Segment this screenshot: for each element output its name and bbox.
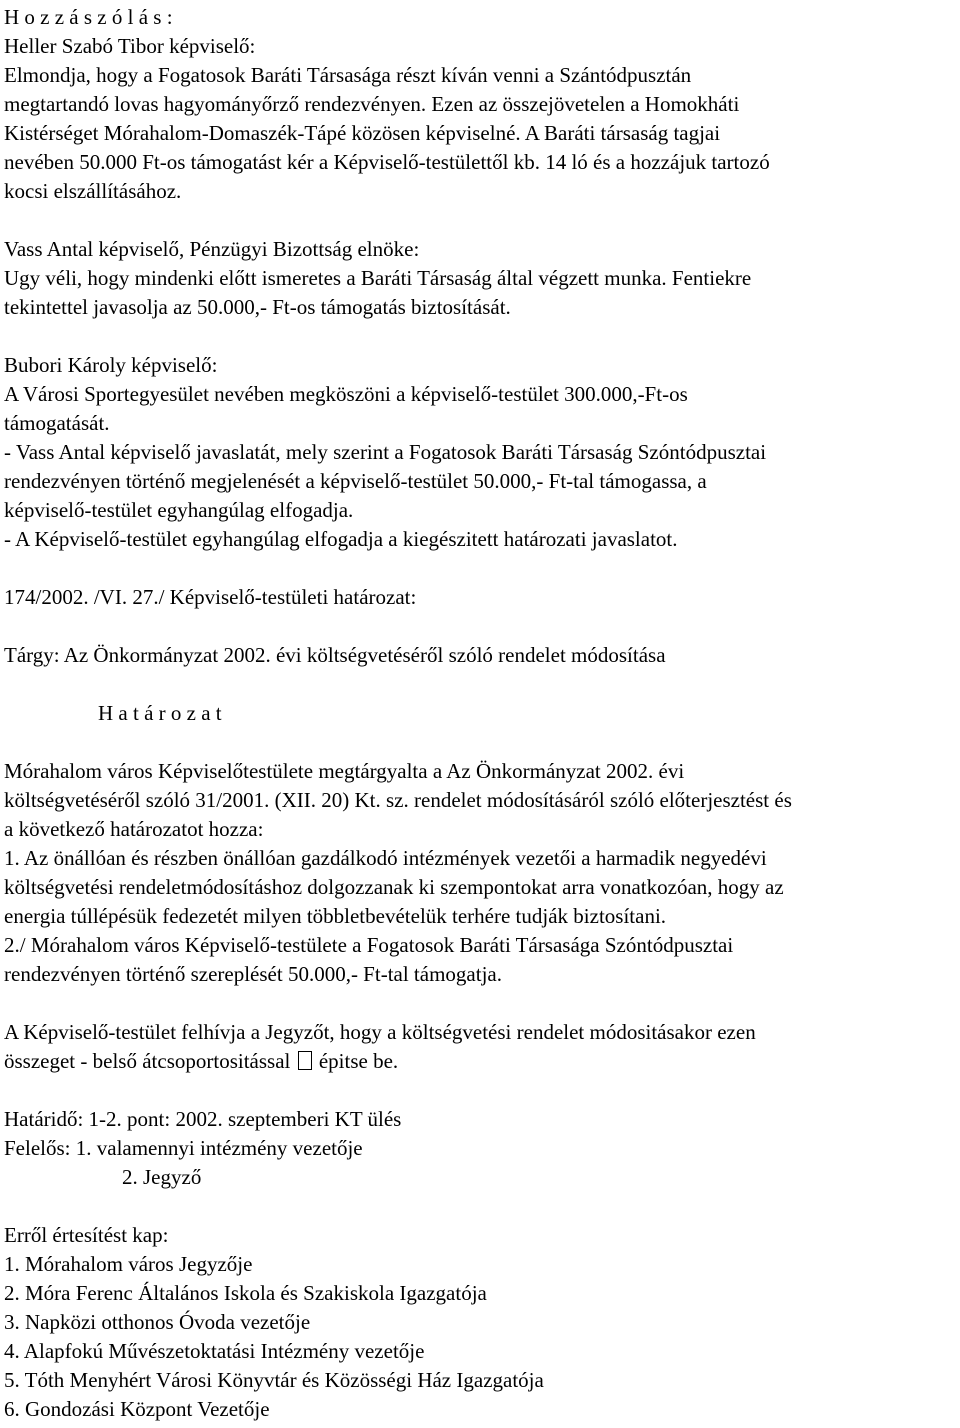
missing-glyph-icon bbox=[298, 1051, 312, 1070]
request-text-before: összeget - belső átcsoportositással bbox=[4, 1049, 296, 1073]
paragraph-line: megtartandó lovas hagyományőrző rendezvényen. Ezen az összejövetelen a Homokháti bbox=[4, 92, 740, 116]
paragraph-line: energia túllépésük fedezetét milyen többletbevételük terhére tudják biztosítani. bbox=[4, 904, 667, 928]
list-item: 2. Móra Ferenc Általános Iskola és Szakiskola Igazgatója bbox=[4, 1281, 487, 1305]
responsible: Felelős: 1. valamennyi intézmény vezetője bbox=[4, 1136, 363, 1160]
paragraph-line: tekintettel javasolja az 50.000,- Ft-os támogatás biztosítását. bbox=[4, 295, 511, 319]
paragraph-line: A Városi Sportegyesület nevében megköszöni a képviselő-testület 300.000,-Ft-os bbox=[4, 382, 688, 406]
speaker-vass: Vass Antal képviselő, Pénzügyi Bizottság elnöke: bbox=[4, 237, 420, 261]
paragraph-line: 1. Az önállóan és részben önállóan gazdálkodó intézmények vezetői a harmadik negyedévi bbox=[4, 846, 767, 870]
list-item: 6. Gondozási Központ Vezetője bbox=[4, 1397, 270, 1421]
list-item: 4. Alapfokú Művészetoktatási Intézmény vezetője bbox=[4, 1339, 425, 1363]
paragraph-line: Kistérséget Mórahalom-Domaszék-Tápé közösen képviselné. A Baráti társaság tagjai bbox=[4, 121, 721, 145]
paragraph-line: rendezvényen történő megjelenését a képviselő-testület 50.000,- Ft-tal támogassa, a bbox=[4, 469, 707, 493]
paragraph-line: 2./ Mórahalom város Képviselő-testülete a Fogatosok Baráti Társasága Szóntódpusztai bbox=[4, 933, 734, 957]
paragraph-line: A Képviselő-testület felhívja a Jegyzőt, hogy a költségvetési rendelet módositásakor ezen bbox=[4, 1020, 756, 1044]
comment-heading: H o z z á s z ó l á s : bbox=[4, 5, 173, 29]
paragraph-line: nevében 50.000 Ft-os támogatást kér a Képviselő-testülettől kb. 14 ló és a hozzájuk tartozó bbox=[4, 150, 770, 174]
paragraph-line: támogatását. bbox=[4, 411, 110, 435]
paragraph-line: - A Képviselő-testület egyhangúlag elfogadja a kiegészitett határozati javaslatot. bbox=[4, 527, 678, 551]
paragraph-line: rendezvényen történő szereplését 50.000,- Ft-tal támogatja. bbox=[4, 962, 502, 986]
paragraph-line: Mórahalom város Képviselőtestülete megtárgyalta a Az Önkormányzat 2002. évi bbox=[4, 759, 685, 783]
notify-heading: Erről értesítést kap: bbox=[4, 1223, 169, 1247]
paragraph-line: kocsi elszállításához. bbox=[4, 179, 182, 203]
resolution-subject: Tárgy: Az Önkormányzat 2002. évi költségvetéséről szóló rendelet módosítása bbox=[4, 643, 666, 667]
list-item: 1. Mórahalom város Jegyzője bbox=[4, 1252, 253, 1276]
speaker-bubori: Bubori Károly képviselő: bbox=[4, 353, 218, 377]
paragraph-line: Elmondja, hogy a Fogatosok Baráti Társasága részt kíván venni a Szántódpusztán bbox=[4, 63, 692, 87]
list-item: 3. Napközi otthonos Óvoda vezetője bbox=[4, 1310, 311, 1334]
paragraph-line: a következő határozatot hozza: bbox=[4, 817, 264, 841]
paragraph-line bbox=[4, 1047, 956, 1076]
paragraph-line: - Vass Antal képviselő javaslatát, mely szerint a Fogatosok Baráti Társaság Szóntódpusztai bbox=[4, 440, 767, 464]
paragraph-line: képviselő-testület egyhangúlag elfogadja. bbox=[4, 498, 354, 522]
list-item: 5. Tóth Menyhért Városi Könyvtár és Közösségi Ház Igazgatója bbox=[4, 1368, 544, 1392]
deadline: Határidő: 1-2. pont: 2002. szeptemberi KT ülés bbox=[4, 1107, 402, 1131]
paragraph-line: költségvetéséről szóló 31/2001. (XII. 20) Kt. sz. rendelet módosításáról szóló előterjesztést és bbox=[4, 788, 792, 812]
resolution-number: 174/2002. /VI. 27./ Képviselő-testületi határozat: bbox=[4, 585, 417, 609]
paragraph-line: Ugy véli, hogy mindenki előtt ismeretes a Baráti Társaság által végzett munka. Fentiekre bbox=[4, 266, 752, 290]
speaker-heller: Heller Szabó Tibor képviselő: bbox=[4, 34, 256, 58]
paragraph-line: költségvetési rendeletmódosításhoz dolgozzanak ki szempontokat arra vonatkozóan, hogy az bbox=[4, 875, 784, 899]
responsible-second: 2. Jegyző bbox=[122, 1165, 202, 1189]
request-text-after: épitse be. bbox=[313, 1049, 399, 1073]
resolution-title: H a t á r o z a t bbox=[98, 701, 222, 725]
